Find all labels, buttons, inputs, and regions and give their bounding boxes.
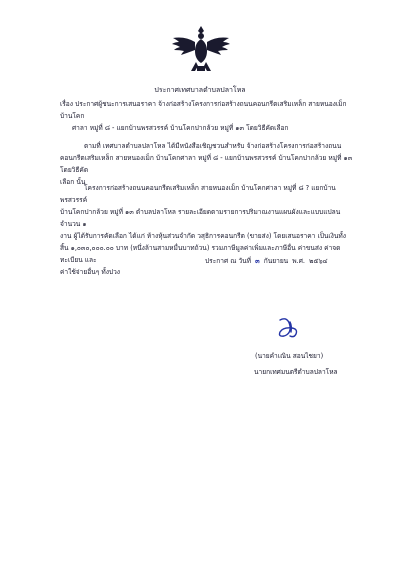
p2-line-5: ค่าใช้จ่ายอื่นๆ ทั้งปวง xyxy=(60,268,121,276)
p2-line-3: งาน ผู้ได้รับการคัดเลือก ได้แก่ ห้างหุ้นส่วนจำกัด วสุธิการคอนกรีต (ขายส่ง) โดยเสนอราคา เป็นเงินทั้ง xyxy=(60,232,346,240)
announcement-heading: ประกาศเทศบาลตำบลปลาโหล xyxy=(154,86,246,94)
subject-label: เรื่อง xyxy=(60,100,73,108)
p1-line-1-text: ตามที่ เทศบาลตำบลปลาโหล ได้มีหนังสือเชิญชวนสำหรับ จ้างก่อสร้างโครงการก่อสร้างถนน xyxy=(84,142,342,150)
signer-title: นายกเทศมนตรีตำบลปลาโหล xyxy=(254,368,338,376)
date-year: ๒๕๖๔ xyxy=(309,257,328,265)
paragraph-1 xyxy=(60,140,360,188)
subject-text-1: ประกาศผู้ชนะการเสนอราคา จ้างก่อสร้างโครงการก่อสร้างถนนคอนกรีตเสริมเหล็ก สายหนองเม็ก บ้านโคก xyxy=(60,100,347,120)
date-prefix: ประกาศ ณ วันที่ xyxy=(205,257,252,265)
subject-line-1 xyxy=(60,98,360,122)
subject-line-2: ศาลา หมู่ที่ ๘ - แยกบ้านพรสวรรค์ บ้านโคกปากล้วย หมู่ที่ ๑๓ โดยวิธีคัดเลือก xyxy=(72,124,289,132)
signer-name: (นายคำเณิน สอนไชยา) xyxy=(255,352,324,360)
p2-line-2: บ้านโคกปากล้วย หมู่ที่ ๑๓ ตำบลปลาโหล รายละเอียดตามรายการปริมาณงานแผนผังและแบบแปลน จำนวน ๑ xyxy=(60,208,341,228)
p1-line-2: คอนกรีตเสริมเหล็ก สายหนองเม็ก บ้านโคกศาลา หมู่ที่ ๘ - แยกบ้านพรสวรรค์ บ้านโคกปากล้วย หมู่ที่ ๑๓ โดยวิธีคัด xyxy=(60,154,353,174)
date-day: ๓ xyxy=(255,257,260,265)
p2-line-4: สิ้น ๑,๐๓๐,๐๐๐.๐๐ บาท (หนึ่งล้านสามหมื่นบาทถ้วน) รวมภาษีมูลค่าเพิ่มและภาษีอื่น ค่าขนส่ง ค่าจดทะเบียน และ xyxy=(60,244,341,264)
p1-line-1 xyxy=(60,140,360,152)
p2-line-1 xyxy=(60,182,360,206)
signature-icon xyxy=(276,316,300,342)
p1-line-3: เลือก นั้น xyxy=(60,178,86,186)
subject-block xyxy=(60,98,360,134)
garuda-emblem-icon xyxy=(170,22,232,74)
date-year-prefix: พ.ศ. xyxy=(292,257,306,265)
date-month: กันยายน xyxy=(263,257,289,265)
announcement-date xyxy=(205,256,330,266)
p2-line-1-text: โครงการก่อสร้างถนนคอนกรีตเสริมเหล็ก สายหนองเม็ก บ้านโคกศาลา หมู่ที่ ๘ ? แยกบ้านพรสวรรค์ xyxy=(60,184,336,204)
